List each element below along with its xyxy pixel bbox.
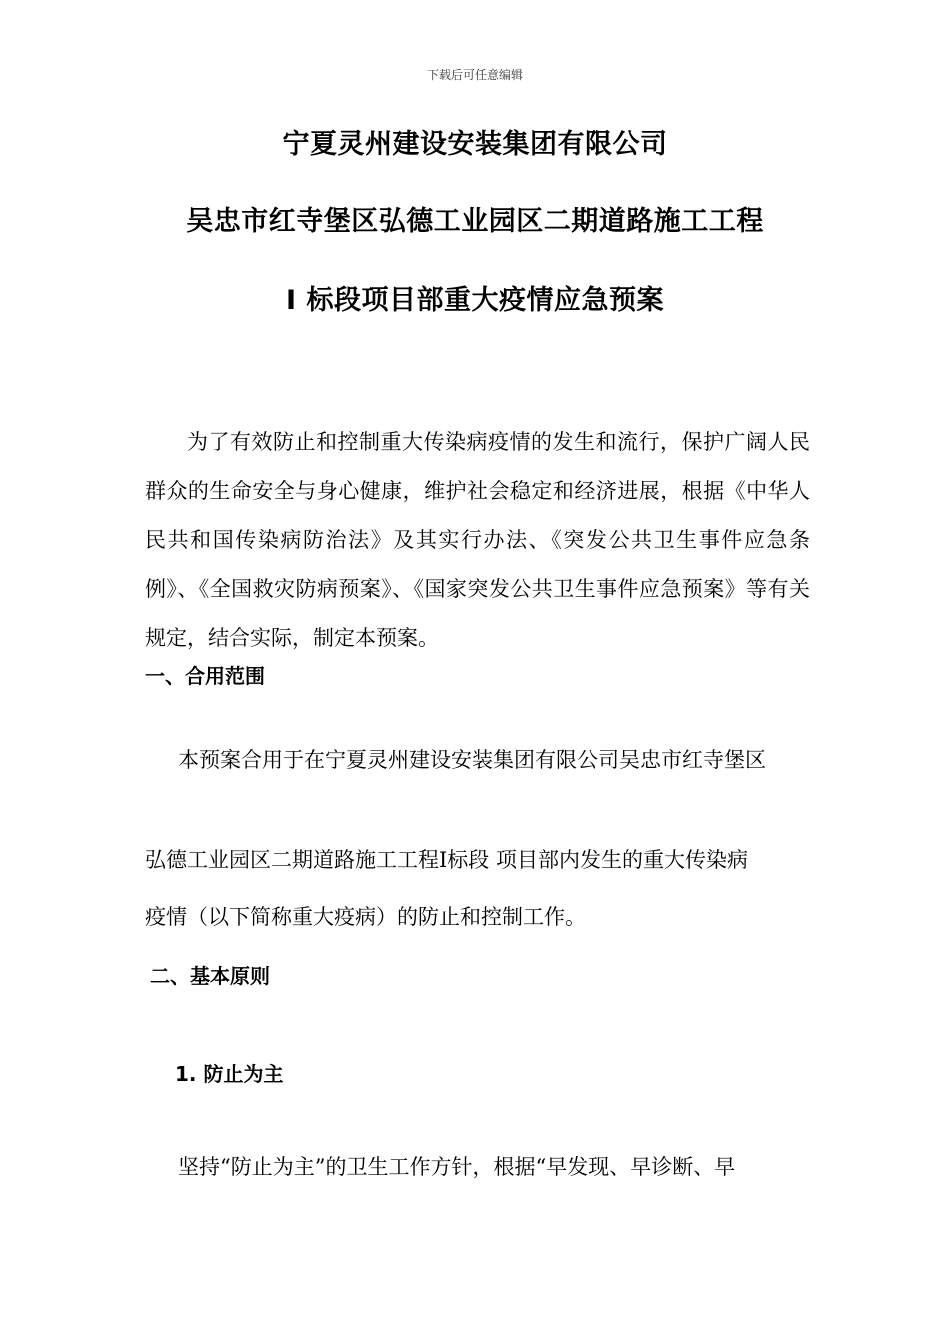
section-heading-principles: 二、基本原则 (150, 964, 270, 988)
title-line-2: 吴忠市红寺堡区弘德工业园区二期道路施工工程 (186, 206, 764, 237)
scope-line-3: 疫情（以下简称重大疫病）的防止和控制工作。 (145, 905, 586, 929)
title-line-3: Ⅰ 标段项目部重大疫情应急预案 (286, 285, 664, 316)
header-note: 下载后可任意编辑 (426, 68, 523, 82)
title-line-1: 宁夏灵州建设安装集团有限公司 (282, 129, 668, 160)
principle-line-1: 坚持“防止为主”的卫生工作方针，根据“早发现、早诊断、早 (178, 1155, 736, 1179)
intro-paragraph: 为了有效防止和控制重大传染病疫情的发生和流行，保护广阔人民群众的生命安全与身心健康，维护社会稳定和经济进展，根据《中华人民共和国传染病防治法》及其实行办法、《突发公共卫生事件应急条例》、《全国救灾防病预案》、《国家突发公共卫生事件应急预案》等有关规定，结合实际，制定本预案。 (145, 430, 810, 650)
section-heading-scope: 一、合用范围 (145, 664, 265, 688)
scope-line-2: 弘德工业园区二期道路施工工程Ⅰ标段 项目部内发生的重大传染病 (145, 848, 748, 872)
sub-heading-prevention: 1. 防止为主 (175, 1062, 284, 1086)
scope-line-1: 本预案合用于在宁夏灵州建设安装集团有限公司吴忠市红寺堡区 (178, 748, 766, 772)
